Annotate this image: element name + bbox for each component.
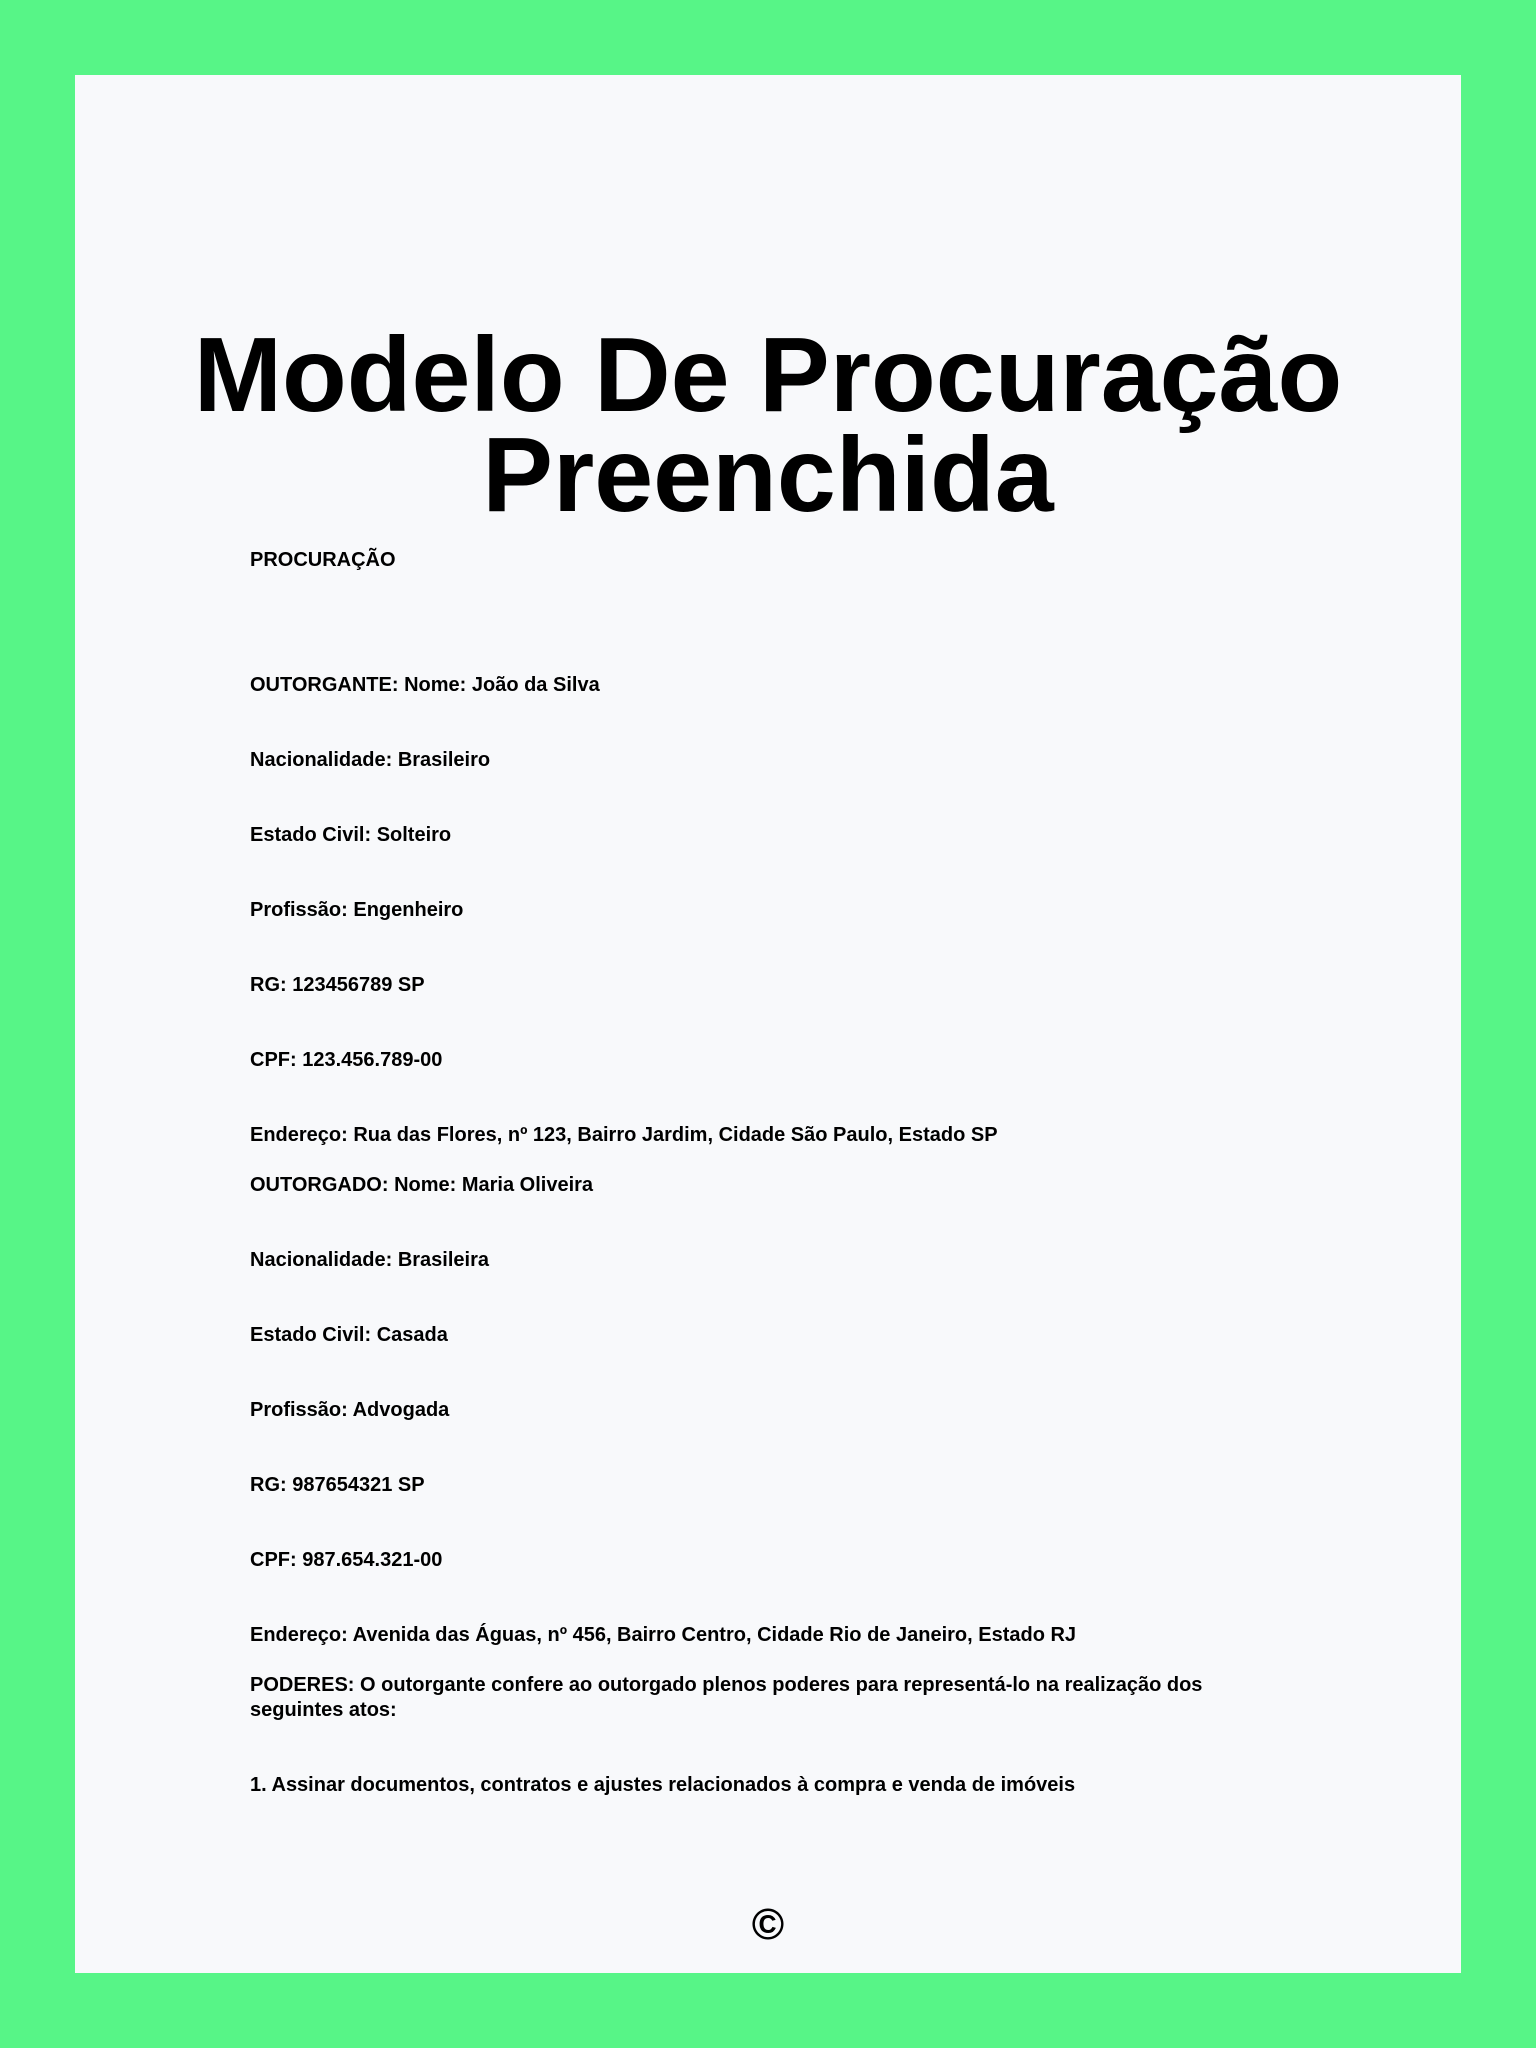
outorgado-endereco: Endereço: Avenida das Águas, nº 456, Bairro Centro, Cidade Rio de Janeiro, Estado RJ (250, 1624, 1077, 1646)
page-title (75, 316, 1461, 534)
outorgado-rg: RG: 987654321 SP (250, 1474, 425, 1496)
copyright-icon: © (751, 1900, 785, 1949)
poderes-item-1: 1. Assinar documentos, contratos e ajustes relacionados à compra e venda de imóveis (250, 1774, 1076, 1796)
outorgante-endereco: Endereço: Rua das Flores, nº 123, Bairro Jardim, Cidade São Paulo, Estado SP (250, 1124, 998, 1146)
section-heading: PROCURAÇÃO (250, 549, 396, 571)
outorgado-nome: OUTORGADO: Nome: Maria Oliveira (250, 1174, 594, 1196)
outorgante-nacionalidade: Nacionalidade: Brasileiro (250, 749, 491, 771)
title-line-2: Preenchida (482, 416, 1054, 534)
outorgado-nacionalidade: Nacionalidade: Brasileira (250, 1249, 489, 1271)
outorgado-cpf: CPF: 987.654.321-00 (250, 1549, 443, 1571)
outorgante-profissao: Profissão: Engenheiro (250, 899, 464, 921)
outorgante-nome: OUTORGANTE: Nome: João da Silva (250, 674, 600, 696)
outorgado-estado-civil: Estado Civil: Casada (250, 1324, 448, 1346)
outorgante-rg: RG: 123456789 SP (250, 974, 425, 996)
poderes-paragraph: PODERES: O outorgante confere ao outorgado plenos poderes para representá-lo na realização dos seguintes atos: (250, 1674, 1203, 1721)
outorgante-estado-civil: Estado Civil: Solteiro (250, 824, 452, 846)
title-line-1: Modelo De Procuração (193, 316, 1343, 434)
outorgante-cpf: CPF: 123.456.789-00 (250, 1049, 443, 1071)
document-page (75, 75, 1461, 1973)
outorgado-profissao: Profissão: Advogada (250, 1399, 450, 1421)
